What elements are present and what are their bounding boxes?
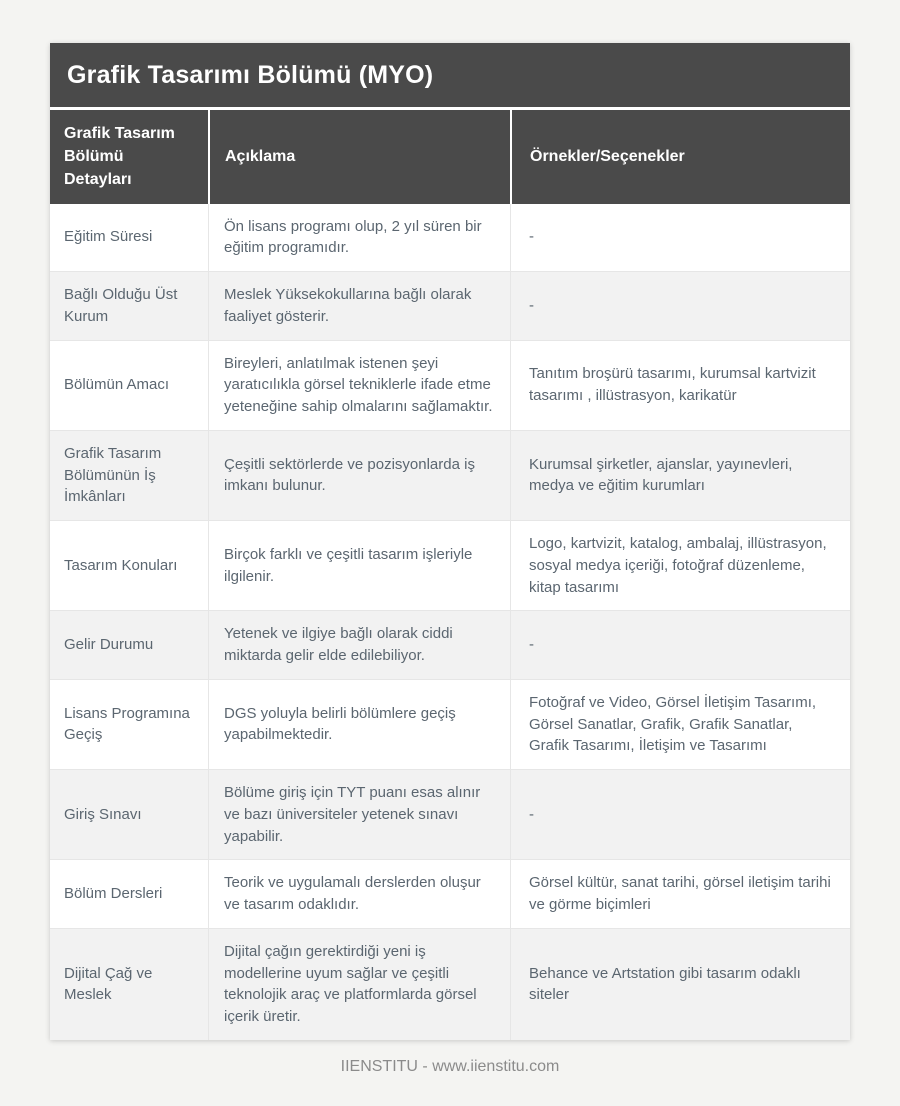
- row-label-cell: Eğitim Süresi: [64, 228, 153, 246]
- row-description-cell: Teorik ve uygulamalı derslerden oluşur ve tasarım odaklıdır.: [208, 860, 510, 928]
- row-label-cell: Dijital Çağ ve Meslek: [64, 964, 153, 1004]
- row-examples-cell: Logo, kartvizit, katalog, ambalaj, illüstrasyon, sosyal medya içeriği, fotoğraf düzenleme, kitap tasarımı: [510, 521, 850, 610]
- row-examples-cell: Görsel kültür, sanat tarihi, görsel iletişim tarihi ve görme biçimleri: [510, 860, 850, 928]
- column-header-examples: Örnekler/Seçenekler: [510, 110, 850, 204]
- row-label-cell: Gelir Durumu: [64, 636, 154, 654]
- row-label-cell: Bağlı Olduğu Üst Kurum: [64, 286, 178, 325]
- row-examples-cell: Tanıtım broşürü tasarımı, kurumsal kartvizit tasarımı , illüstrasyon, karikatür: [510, 341, 850, 430]
- row-examples-cell: Kurumsal şirketler, ajanslar, yayınevleri, medya ve eğitim kurumları: [510, 431, 850, 520]
- row-description-cell: Ön lisans programı olup, 2 yıl süren bir eğitim programıdır.: [208, 204, 510, 272]
- row-examples-cell: -: [510, 770, 850, 859]
- table-row: [50, 679, 850, 769]
- table-row: [50, 271, 850, 340]
- page-title: Grafik Tasarımı Bölümü (MYO): [50, 43, 850, 107]
- row-label-cell: Lisans Programına Geçiş: [64, 704, 190, 744]
- row-label-cell: Tasarım Konuları: [64, 556, 178, 574]
- table-row: [50, 928, 850, 1040]
- footer-credit: IIENSTITU - www.iienstitu.com: [340, 1057, 560, 1075]
- row-label-cell: Bölüm Dersleri: [64, 885, 163, 903]
- row-description-cell: Çeşitli sektörlerde ve pozisyonlarda iş imkanı bulunur.: [208, 431, 510, 520]
- row-label-cell: Grafik Tasarım Bölümünün İş İmkânları: [64, 444, 162, 506]
- table-header-row: [50, 107, 850, 204]
- row-description-cell: Meslek Yüksekokullarına bağlı olarak faaliyet gösterir.: [208, 272, 510, 340]
- table-row: [50, 859, 850, 928]
- row-examples-cell: Behance ve Artstation gibi tasarım odaklı siteler: [510, 929, 850, 1040]
- row-examples-cell: Fotoğraf ve Video, Görsel İletişim Tasarımı, Görsel Sanatlar, Grafik, Grafik Sanatlar, Grafik Tasarımı, İletişim ve Tasarımı: [510, 680, 850, 769]
- table-row: [50, 430, 850, 520]
- table-row: [50, 520, 850, 610]
- row-description-cell: Bölüme giriş için TYT puanı esas alınır ve bazı üniversiteler yetenek sınavı yapabilir.: [208, 770, 510, 859]
- department-info-card: [50, 43, 850, 1040]
- row-examples-cell: -: [510, 272, 850, 340]
- table-row: [50, 204, 850, 272]
- row-description-cell: Yetenek ve ilgiye bağlı olarak ciddi miktarda gelir elde edilebiliyor.: [208, 611, 510, 679]
- row-description-cell: DGS yoluyla belirli bölümlere geçiş yapabilmektedir.: [208, 680, 510, 769]
- row-description-cell: Birçok farklı ve çeşitli tasarım işleriyle ilgilenir.: [208, 521, 510, 610]
- column-header-description: Açıklama: [208, 110, 510, 204]
- row-description-cell: Bireyleri, anlatılmak istenen şeyi yaratıcılıkla görsel tekniklerle ifade etme yeteneğine sahip olmalarını sağlamaktır.: [208, 341, 510, 430]
- row-label-cell: Bölümün Amacı: [64, 376, 170, 394]
- table-row: [50, 610, 850, 679]
- row-label-cell: Giriş Sınavı: [64, 805, 142, 823]
- row-examples-cell: -: [510, 204, 850, 272]
- table-body: [50, 204, 850, 1040]
- row-description-cell: Dijital çağın gerektirdiği yeni iş modellerine uyum sağlar ve çeşitli teknolojik araç ve platformlarda görsel içerik üretir.: [208, 929, 510, 1040]
- table-row: [50, 769, 850, 859]
- table-row: [50, 340, 850, 430]
- column-header-details: Grafik Tasarım Bölümü Detayları: [64, 125, 175, 189]
- row-examples-cell: -: [510, 611, 850, 679]
